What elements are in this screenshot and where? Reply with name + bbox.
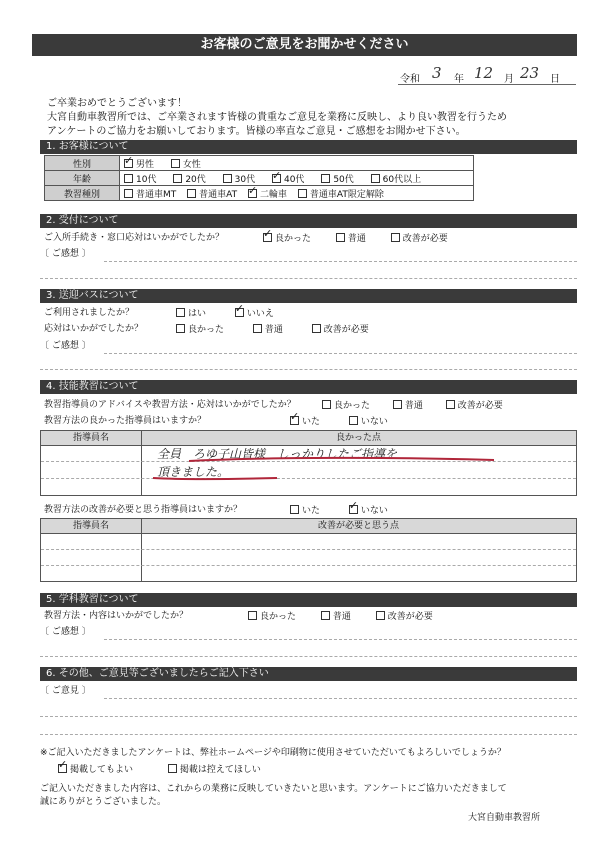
checkbox-icon[interactable] [168,764,177,773]
checkbox-checked-icon[interactable] [263,233,272,242]
checkbox-checked-icon[interactable] [58,764,67,773]
age-option-60s-plus[interactable]: 60代以上 [371,172,421,185]
reception-question: ご入所手続き・窓口応対はいかがでしたか？ [44,233,225,243]
checkbox-checked-icon[interactable] [235,308,244,317]
bus-service-options [176,324,369,336]
lecture-comment-label: 〔 ご感想 〕 [40,627,91,637]
checkbox-checked-icon[interactable] [349,505,358,514]
checkbox-icon[interactable] [376,611,385,620]
course-type-options [120,186,474,201]
consent-question: ※ご記入いただきましたアンケートは、弊社ホームページや印刷物に使用させていただいてもよろしいでしょうか？ [40,748,506,758]
course-option-at[interactable]: 普通車AT [187,187,237,200]
checkbox-icon[interactable] [446,400,455,409]
age-row [45,171,474,186]
school-name-footer: 大宮自動車教習所 [468,813,541,823]
reception-options [263,233,448,245]
course-type-label: 教習種別 [45,186,120,201]
age-option-40s[interactable]: ✓ 40代 [272,172,304,185]
intro-line-3: アンケートのご協力をお願いしております。皆様の率直なご意見・ご感想をお聞かせ下さい。 [47,126,466,137]
form-title: お客様のご意見をお聞かせください [32,34,577,56]
checkbox-icon[interactable] [371,174,380,183]
date-day-unit: 日 [550,74,560,85]
date-year-unit: 年 [454,74,464,85]
course-option-at-limit-removal[interactable]: 普通車AT限定解除 [298,187,384,200]
checkbox-icon[interactable] [312,324,321,333]
other-comment-line[interactable] [104,698,577,699]
other-comment-line[interactable] [40,734,577,735]
improve-instructor-options [290,505,388,517]
checkbox-icon[interactable] [171,159,180,168]
instructor-advice-options [322,400,503,412]
age-option-10s[interactable]: 10代 [124,172,156,185]
checkbox-icon[interactable] [321,174,330,183]
improve-table-header-name: 指導員名 [41,519,142,534]
date-field[interactable] [398,66,578,86]
checkbox-icon[interactable] [223,174,232,183]
instructor-advice-option-good[interactable]: 良かった [322,400,370,412]
reception-option-normal[interactable]: 普通 [336,233,366,245]
gender-row [45,156,474,171]
improve-instructor-option-no[interactable]: ✓ いない [349,505,388,517]
intro-line-1: ご卒業おめでとうございます！ [47,98,187,109]
course-option-motorcycle[interactable]: ✓ 二輪車 [248,187,287,200]
section-1-heading: 1. お客様について [40,140,577,154]
improve-table-header-points: 改善が必要と思う点 [141,519,576,534]
intro-line-2: 大宮自動車教習所では、ご卒業されます皆様の貴重なご意見を業務に反映し、より良い教習を行うため [47,112,507,123]
instructor-advice-option-normal[interactable]: 普通 [393,400,423,412]
reception-comment-line[interactable] [40,278,577,279]
bus-usage-question: ご利用されましたか？ [44,308,135,318]
gender-label: 性別 [45,156,120,171]
good-instructor-table [40,430,577,496]
checkbox-icon[interactable] [391,233,400,242]
bus-usage-option-no[interactable]: ✓ いいえ [235,308,274,320]
handwriting-underline-marks [149,445,569,491]
bus-service-option-good[interactable]: 良かった [176,324,224,336]
bus-usage-option-yes[interactable]: はい [176,308,206,320]
other-comment-line[interactable] [40,716,577,717]
gender-options [120,156,474,171]
checkbox-icon[interactable] [322,400,331,409]
bus-service-question: 応対はいかがでしたか？ [44,324,144,334]
checkbox-icon[interactable] [124,189,133,198]
age-option-20s[interactable]: 20代 [173,172,205,185]
age-option-30s[interactable]: 30代 [223,172,255,185]
bus-comment-label: 〔 ご感想 〕 [40,341,91,351]
good-table-header-points: 良かった点 [141,431,576,446]
lecture-option-normal[interactable]: 普通 [321,611,351,623]
reception-option-good[interactable]: ✓ 良かった [263,233,311,245]
checkbox-checked-icon[interactable] [124,159,133,168]
good-instructor-option-no[interactable]: いない [349,416,388,428]
age-option-50s[interactable]: 50代 [321,172,353,185]
good-points-handwritten-2: 頂きました。 [157,465,230,479]
date-month-unit: 月 [504,74,514,85]
instructor-advice-option-needs-improvement[interactable]: 改善が必要 [446,400,503,412]
checkbox-checked-icon[interactable] [248,189,257,198]
bus-usage-options [176,308,274,320]
good-instructor-question: 教習方法の良かった指導員はいますか？ [44,416,207,426]
consent-option-allow[interactable]: ✓掲載してもよい [58,764,133,776]
date-month-value: 12 [474,64,494,82]
bus-comment-line[interactable] [40,369,577,370]
checkbox-icon[interactable] [336,233,345,242]
improve-instructor-question: 教習方法の改善が必要と思う指導員はいますか？ [44,505,243,515]
checkbox-icon[interactable] [187,189,196,198]
lecture-question: 教習方法・内容はいかがでしたか？ [44,611,189,621]
good-points-handwritten-1: 全員 ろゆ子山皆様 しっかりしたご指導を [157,447,398,461]
section-3-heading: 3. 送迎バスについて [40,289,577,303]
section-2-heading: 2. 受付について [40,214,577,228]
checkbox-icon[interactable] [253,324,262,333]
checkbox-icon[interactable] [124,174,133,183]
reception-option-needs-improvement[interactable]: 改善が必要 [391,233,448,245]
date-era: 令和 [400,74,420,85]
lecture-option-needs-improvement[interactable]: 改善が必要 [376,611,433,623]
checkbox-icon[interactable] [176,324,185,333]
bus-service-option-needs-improvement[interactable]: 改善が必要 [312,324,369,336]
gender-option-female[interactable]: 女性 [171,157,201,170]
good-instructor-option-yes[interactable]: ✓ いた [290,416,320,428]
lecture-comment-line[interactable] [104,639,577,640]
closing-line-1: ご記入いただきました内容は、これからの業務に反映していきたいと思います。アンケートにご協力いただきまして [40,784,507,794]
course-option-mt[interactable]: 普通車MT [124,187,176,200]
bus-service-option-normal[interactable]: 普通 [253,324,283,336]
lecture-comment-line[interactable] [40,656,577,657]
date-year-value: 3 [432,64,442,82]
date-day-value: 23 [520,64,540,82]
reception-comment-line[interactable] [104,261,577,262]
customer-info-table [44,155,474,201]
good-table-header-name: 指導員名 [41,431,142,446]
checkbox-icon[interactable] [173,174,182,183]
consent-option-decline[interactable]: 掲載は控えてほしい [168,764,261,776]
checkbox-icon[interactable] [176,308,185,317]
course-type-row [45,186,474,201]
checkbox-icon[interactable] [298,189,307,198]
age-options [120,171,474,186]
consent-options [58,764,261,776]
bus-comment-line[interactable] [104,353,577,354]
reception-comment-label: 〔 ご感想 〕 [40,249,91,259]
closing-line-2: 誠にありがとうございました。 [40,797,167,807]
checkbox-icon[interactable] [393,400,402,409]
instructor-advice-question: 教習指導員のアドバイスや教習方法・応対はいかがでしたか？ [44,400,296,410]
section-4-heading: 4. 技能教習について [40,380,577,394]
gender-option-male[interactable]: ✓ 男性 [124,157,154,170]
checkbox-checked-icon[interactable] [272,174,281,183]
improve-instructor-table [40,518,577,582]
improve-instructor-option-yes[interactable]: いた [290,505,320,517]
checkbox-icon[interactable] [290,505,299,514]
good-instructor-options [290,416,388,428]
section-5-heading: 5. 学科教習について [40,593,577,607]
other-comment-label: 〔 ご意見 〕 [40,686,91,696]
checkbox-icon[interactable] [349,416,358,425]
checkbox-icon[interactable] [321,611,330,620]
section-6-heading: 6. その他、ご意見等ございましたらご記入下さい [40,667,577,681]
checkbox-icon[interactable] [248,611,257,620]
checkbox-checked-icon[interactable] [290,416,299,425]
lecture-options [248,611,433,623]
age-label: 年齢 [45,171,120,186]
lecture-option-good[interactable]: 良かった [248,611,296,623]
